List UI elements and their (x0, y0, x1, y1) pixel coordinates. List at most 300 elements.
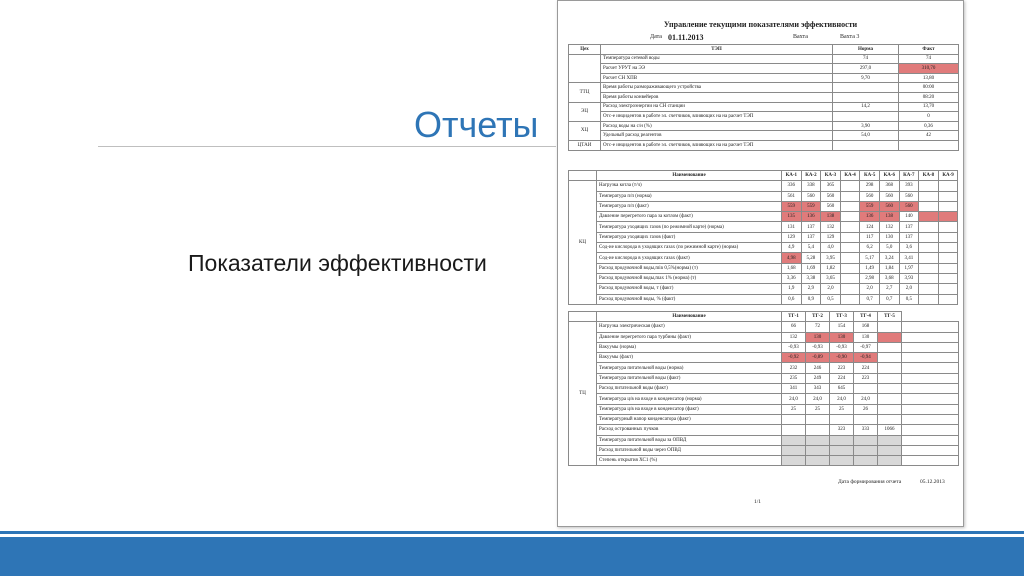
value-cell (919, 232, 939, 242)
value-cell: 645 (830, 384, 854, 394)
table-row (569, 112, 959, 122)
value-cell: 559 (860, 201, 880, 211)
value-cell: 1,97 (899, 263, 919, 273)
column-header: КА-8 (919, 171, 939, 181)
value-cell (919, 284, 939, 294)
value-cell: 393 (899, 181, 919, 191)
value-cell: 129 (782, 232, 802, 242)
value-cell (878, 414, 902, 424)
indicator-name-cell: Температурный напор конденсатора (факт) (597, 414, 782, 424)
indicator-name-cell: Отс-е инцидентов в работе эл. счетчиков, влияющих на на расчет ТЭП (601, 112, 833, 122)
value-cell: 26 (854, 404, 878, 414)
value-cell: 249 (806, 373, 830, 383)
value-cell: 246 (806, 363, 830, 373)
value-cell: 223 (854, 373, 878, 383)
value-cell: 138 (821, 212, 841, 222)
value-cell (878, 404, 902, 414)
footer-bar (0, 537, 1024, 576)
indicator-name-cell: Расход продувочной воды, т (факт) (597, 284, 782, 294)
table-row (569, 83, 959, 93)
value-cell: 3,38 (801, 273, 821, 283)
indicator-name-cell: Время работы конвейеров (601, 92, 833, 102)
indicator-name-cell: Температура питательной воды (факт) (597, 373, 782, 383)
value-cell (919, 201, 939, 211)
value-cell (878, 456, 902, 466)
header-corner-cell (569, 312, 597, 322)
value-cell (854, 445, 878, 455)
column-header: Факт (899, 45, 959, 55)
value-cell (938, 294, 958, 304)
table-row (569, 253, 958, 263)
value-cell (830, 414, 854, 424)
value-cell (938, 284, 958, 294)
table-row (569, 273, 958, 283)
column-header: ТЭП (601, 45, 833, 55)
blank-cell (902, 404, 959, 414)
table-row (569, 64, 959, 74)
indicator-name-cell: Температура ц/в на входе в конденсатор (норма) (597, 394, 782, 404)
table-row (569, 342, 959, 352)
blank-cell (902, 445, 959, 455)
table-header-row (569, 171, 958, 181)
table-row (569, 425, 959, 435)
value-cell (938, 212, 958, 222)
fact-cell: 13,70 (899, 102, 959, 112)
shop-cell: ХЦ (569, 121, 601, 140)
table-row (569, 445, 959, 455)
fact-cell: 42 (899, 131, 959, 141)
value-cell: 0,5 (821, 294, 841, 304)
value-cell: 323 (830, 425, 854, 435)
table-row (569, 435, 959, 445)
value-cell: 1,49 (860, 263, 880, 273)
value-cell: 343 (806, 384, 830, 394)
shop-cell: КЦ (569, 181, 597, 305)
value-cell (854, 456, 878, 466)
blank-cell (902, 435, 959, 445)
value-cell: 0,5 (899, 294, 919, 304)
value-cell: 559 (801, 201, 821, 211)
norm-cell (833, 92, 899, 102)
value-cell (878, 322, 902, 332)
value-cell (840, 222, 860, 232)
value-cell (878, 363, 902, 373)
value-cell (806, 425, 830, 435)
report-page (557, 0, 964, 527)
blank-cell (902, 312, 959, 322)
value-cell (782, 435, 806, 445)
slide-subtitle: Показатели эффективности (188, 250, 487, 276)
fact-cell: 00:00 (899, 83, 959, 93)
indicator-name-cell: Расход продувочной воды,max 1% (норма) (т) (597, 273, 782, 283)
table-row (569, 322, 959, 332)
blank-cell (902, 322, 959, 332)
value-cell (878, 384, 902, 394)
summary-indicators-table (568, 44, 959, 151)
indicator-name-cell: Давление перегретого пара турбины (факт) (597, 332, 782, 342)
shop-cell: ТТЦ (569, 83, 601, 102)
value-cell: 0,6 (782, 294, 802, 304)
value-cell: 1,68 (782, 263, 802, 273)
report-created-date: 05.12.2013 (920, 479, 945, 485)
value-cell (919, 263, 939, 273)
value-cell: 2,0 (821, 284, 841, 294)
value-cell: 168 (854, 322, 878, 332)
indicator-name-cell: Расход острованных пучков (597, 425, 782, 435)
column-header: ТГ-4 (854, 312, 878, 322)
value-cell: 137 (899, 222, 919, 232)
value-cell (919, 191, 939, 201)
value-cell: 130 (830, 332, 854, 342)
value-cell: 3,93 (899, 273, 919, 283)
indicator-name-cell: Расход воды на с/н (%) (601, 121, 833, 131)
report-shift-label: Вахта (793, 34, 808, 40)
table-row (569, 201, 958, 211)
indicator-name-cell: Нагрузка электрическая (факт) (597, 322, 782, 332)
value-cell (919, 294, 939, 304)
table-row (569, 140, 959, 150)
value-cell: 5,0 (879, 243, 899, 253)
report-date-value: 01.11.2013 (668, 33, 704, 42)
value-cell (938, 273, 958, 283)
table-header-row (569, 312, 959, 322)
report-page-number: 1/1 (754, 499, 762, 505)
value-cell: 132 (879, 222, 899, 232)
value-cell: 117 (860, 232, 880, 242)
column-header: КА-9 (938, 171, 958, 181)
value-cell (919, 222, 939, 232)
value-cell (830, 435, 854, 445)
table-row (569, 181, 958, 191)
value-cell (840, 181, 860, 191)
footer-accent-line (0, 531, 1024, 534)
value-cell (782, 456, 806, 466)
report-title: Управление текущими показателями эффективности (663, 20, 858, 29)
value-cell (782, 414, 806, 424)
value-cell (938, 253, 958, 263)
value-cell: 137 (899, 232, 919, 242)
value-cell (840, 212, 860, 222)
value-cell: 130 (879, 232, 899, 242)
value-cell: 224 (854, 363, 878, 373)
column-header: Наименование (597, 171, 782, 181)
table-row (569, 353, 959, 363)
value-cell: 2,0 (860, 284, 880, 294)
norm-cell: 54,0 (833, 131, 899, 141)
value-cell (806, 435, 830, 445)
value-cell (840, 191, 860, 201)
indicator-name-cell: Время работы размораживающего устройства (601, 83, 833, 93)
value-cell: 24,0 (806, 394, 830, 404)
value-cell: 2,7 (879, 284, 899, 294)
value-cell: -0,97 (854, 342, 878, 352)
column-header: ТГ-1 (782, 312, 806, 322)
value-cell: -0,93 (782, 342, 806, 352)
value-cell (878, 332, 902, 342)
value-cell: 338 (801, 181, 821, 191)
value-cell (840, 284, 860, 294)
value-cell (878, 435, 902, 445)
norm-cell: 297,0 (833, 64, 899, 74)
value-cell (938, 201, 958, 211)
blank-cell (902, 342, 959, 352)
fact-cell: 08:20 (899, 92, 959, 102)
indicator-name-cell: Вакуумы (факт) (597, 353, 782, 363)
column-header: Норма (833, 45, 899, 55)
indicator-name-cell: Нагрузка котла (т/ч) (597, 181, 782, 191)
value-cell (938, 243, 958, 253)
value-cell: 130 (806, 332, 830, 342)
value-cell (938, 222, 958, 232)
table-row (569, 121, 959, 131)
shop-cell: ЦТАИ (569, 140, 601, 150)
column-header: ТГ-3 (830, 312, 854, 322)
table-row (569, 212, 958, 222)
blank-cell (902, 394, 959, 404)
value-cell (919, 273, 939, 283)
table-row (569, 384, 959, 394)
value-cell: 560 (860, 191, 880, 201)
indicator-name-cell: Температура питательной воды (норма) (597, 363, 782, 373)
fact-cell: 310,70 (899, 64, 959, 74)
report-created-label: Дата формирования отчета (838, 479, 902, 485)
norm-cell (833, 112, 899, 122)
table-row (569, 54, 959, 64)
blank-cell (902, 363, 959, 373)
value-cell: 4,98 (782, 253, 802, 263)
value-cell: 560 (821, 201, 841, 211)
value-cell: 130 (854, 332, 878, 342)
value-cell: 24,0 (854, 394, 878, 404)
indicator-name-cell: Удельный расход реагентов (601, 131, 833, 141)
slide-title: Отчеты (414, 104, 539, 145)
norm-cell: 74 (833, 54, 899, 64)
value-cell: 136 (801, 212, 821, 222)
value-cell (919, 243, 939, 253)
value-cell (854, 414, 878, 424)
value-cell (830, 456, 854, 466)
column-header: КА-5 (860, 171, 880, 181)
value-cell: 137 (801, 222, 821, 232)
value-cell: 1066 (878, 425, 902, 435)
value-cell (840, 232, 860, 242)
blank-cell (902, 353, 959, 363)
value-cell: 138 (879, 212, 899, 222)
value-cell (938, 181, 958, 191)
value-cell: 129 (821, 232, 841, 242)
boilers-table (568, 170, 958, 305)
column-header: КА-1 (782, 171, 802, 181)
value-cell: 224 (830, 373, 854, 383)
shop-cell: ТЦ (569, 322, 597, 466)
blank-cell (902, 332, 959, 342)
indicator-name-cell: Температура п/п (норма) (597, 191, 782, 201)
value-cell: 4,9 (782, 243, 802, 253)
value-cell (919, 212, 939, 222)
value-cell (840, 273, 860, 283)
indicator-name-cell: Расход продувочной воды,min 0,5%(норма) (т) (597, 263, 782, 273)
fact-cell: 0 (899, 112, 959, 122)
value-cell (840, 201, 860, 211)
value-cell: 136 (860, 212, 880, 222)
value-cell: 2,98 (860, 273, 880, 283)
value-cell: -0,94 (854, 353, 878, 363)
value-cell: 298 (860, 181, 880, 191)
value-cell: 560 (899, 201, 919, 211)
value-cell: 24,0 (830, 394, 854, 404)
value-cell: 3,65 (821, 273, 841, 283)
value-cell (878, 342, 902, 352)
value-cell: 341 (782, 384, 806, 394)
value-cell: 560 (879, 201, 899, 211)
value-cell (854, 435, 878, 445)
value-cell: -0,92 (782, 353, 806, 363)
value-cell: 131 (782, 222, 802, 232)
turbines-table (568, 311, 959, 466)
value-cell: 66 (782, 322, 806, 332)
indicator-name-cell: Давление перегретого пара за котлом (факт) (597, 212, 782, 222)
value-cell: 1,84 (879, 263, 899, 273)
table-row (569, 131, 959, 141)
blank-cell (902, 425, 959, 435)
value-cell: 1,82 (821, 263, 841, 273)
value-cell: 3,41 (899, 253, 919, 263)
value-cell: 135 (782, 212, 802, 222)
blank-cell (902, 414, 959, 424)
value-cell: 560 (801, 191, 821, 201)
norm-cell: 9,70 (833, 73, 899, 83)
norm-cell: 14,2 (833, 102, 899, 112)
value-cell: 561 (782, 191, 802, 201)
value-cell: 3,36 (782, 273, 802, 283)
column-header: ТГ-2 (806, 312, 830, 322)
value-cell: 154 (830, 322, 854, 332)
value-cell (806, 456, 830, 466)
value-cell (919, 181, 939, 191)
value-cell: 3,6 (899, 243, 919, 253)
column-header: КА-6 (879, 171, 899, 181)
blank-cell (902, 373, 959, 383)
value-cell: 333 (854, 425, 878, 435)
table-row (569, 363, 959, 373)
value-cell: -0,90 (830, 353, 854, 363)
column-header: ТГ-5 (878, 312, 902, 322)
value-cell (840, 263, 860, 273)
table-row (569, 92, 959, 102)
blank-cell (902, 456, 959, 466)
indicator-name-cell: Температура п/п (факт) (597, 201, 782, 211)
value-cell: 0,7 (860, 294, 880, 304)
fact-cell (899, 140, 959, 150)
value-cell (840, 294, 860, 304)
indicator-name-cell: Температура уходящих газов (по режимной карте) (норма) (597, 222, 782, 232)
value-cell: 560 (821, 191, 841, 201)
value-cell: 3,68 (879, 273, 899, 283)
value-cell (919, 253, 939, 263)
table-row (569, 243, 958, 253)
value-cell: 560 (899, 191, 919, 201)
value-cell: 235 (782, 373, 806, 383)
value-cell (840, 253, 860, 263)
value-cell: 6,2 (860, 243, 880, 253)
report-date-label: Дата (650, 34, 662, 40)
indicator-name-cell: Температура сетевой воды (601, 54, 833, 64)
column-header: Наименование (597, 312, 782, 322)
value-cell: 25 (830, 404, 854, 414)
fact-cell: 0,36 (899, 121, 959, 131)
value-cell: 0,9 (801, 294, 821, 304)
report-shift-value: Вахта 3 (840, 34, 860, 40)
column-header: КА-2 (801, 171, 821, 181)
fact-cell: 13,80 (899, 73, 959, 83)
table-header-row (569, 45, 959, 55)
indicator-name-cell: Расход питательной воды (факт) (597, 384, 782, 394)
value-cell: 4,0 (821, 243, 841, 253)
column-header: КА-4 (840, 171, 860, 181)
value-cell: 368 (879, 181, 899, 191)
value-cell: 1,9 (782, 284, 802, 294)
value-cell: 5,28 (801, 253, 821, 263)
value-cell: 232 (782, 363, 806, 373)
table-row (569, 232, 958, 242)
value-cell: 25 (806, 404, 830, 414)
table-row (569, 284, 958, 294)
blank-cell (902, 384, 959, 394)
value-cell (830, 445, 854, 455)
header-corner-cell (569, 171, 597, 181)
indicator-name-cell: Температура ц/в на входе в конденсатор (факт) (597, 404, 782, 414)
value-cell (878, 445, 902, 455)
value-cell (782, 445, 806, 455)
value-cell (878, 373, 902, 383)
value-cell: 72 (806, 322, 830, 332)
column-header: Цех (569, 45, 601, 55)
table-row (569, 263, 958, 273)
value-cell: 2,0 (899, 284, 919, 294)
indicator-name-cell: Сод-ие кислорода в уходящих газах (по режимной карте) (норма) (597, 243, 782, 253)
table-row (569, 404, 959, 414)
value-cell: -0,89 (806, 353, 830, 363)
value-cell: 5,4 (801, 243, 821, 253)
value-cell: 24,0 (782, 394, 806, 404)
table-row (569, 73, 959, 83)
table-row (569, 456, 959, 466)
value-cell: -0,93 (830, 342, 854, 352)
value-cell (878, 353, 902, 363)
value-cell: 0,7 (879, 294, 899, 304)
value-cell: 5,17 (860, 253, 880, 263)
value-cell (938, 232, 958, 242)
indicator-name-cell: Отс-е инцидентов в работе эл. счетчиков, влияющих на на расчет ТЭП (601, 140, 833, 150)
norm-cell (833, 83, 899, 93)
indicator-name-cell: Вакуумы (норма) (597, 342, 782, 352)
value-cell (840, 243, 860, 253)
value-cell: 132 (821, 222, 841, 232)
shop-cell (569, 54, 601, 83)
value-cell: 559 (782, 201, 802, 211)
value-cell (854, 384, 878, 394)
value-cell: 25 (782, 404, 806, 414)
indicator-name-cell: Температура уходящих газов (факт) (597, 232, 782, 242)
value-cell: 2,9 (801, 284, 821, 294)
indicator-name-cell: Расчет УРУТ на ЭЭ (601, 64, 833, 74)
table-row (569, 191, 958, 201)
column-header: КА-7 (899, 171, 919, 181)
table-row (569, 373, 959, 383)
column-header: КА-3 (821, 171, 841, 181)
value-cell (878, 394, 902, 404)
indicator-name-cell: Расход продувочной воды, % (факт) (597, 294, 782, 304)
